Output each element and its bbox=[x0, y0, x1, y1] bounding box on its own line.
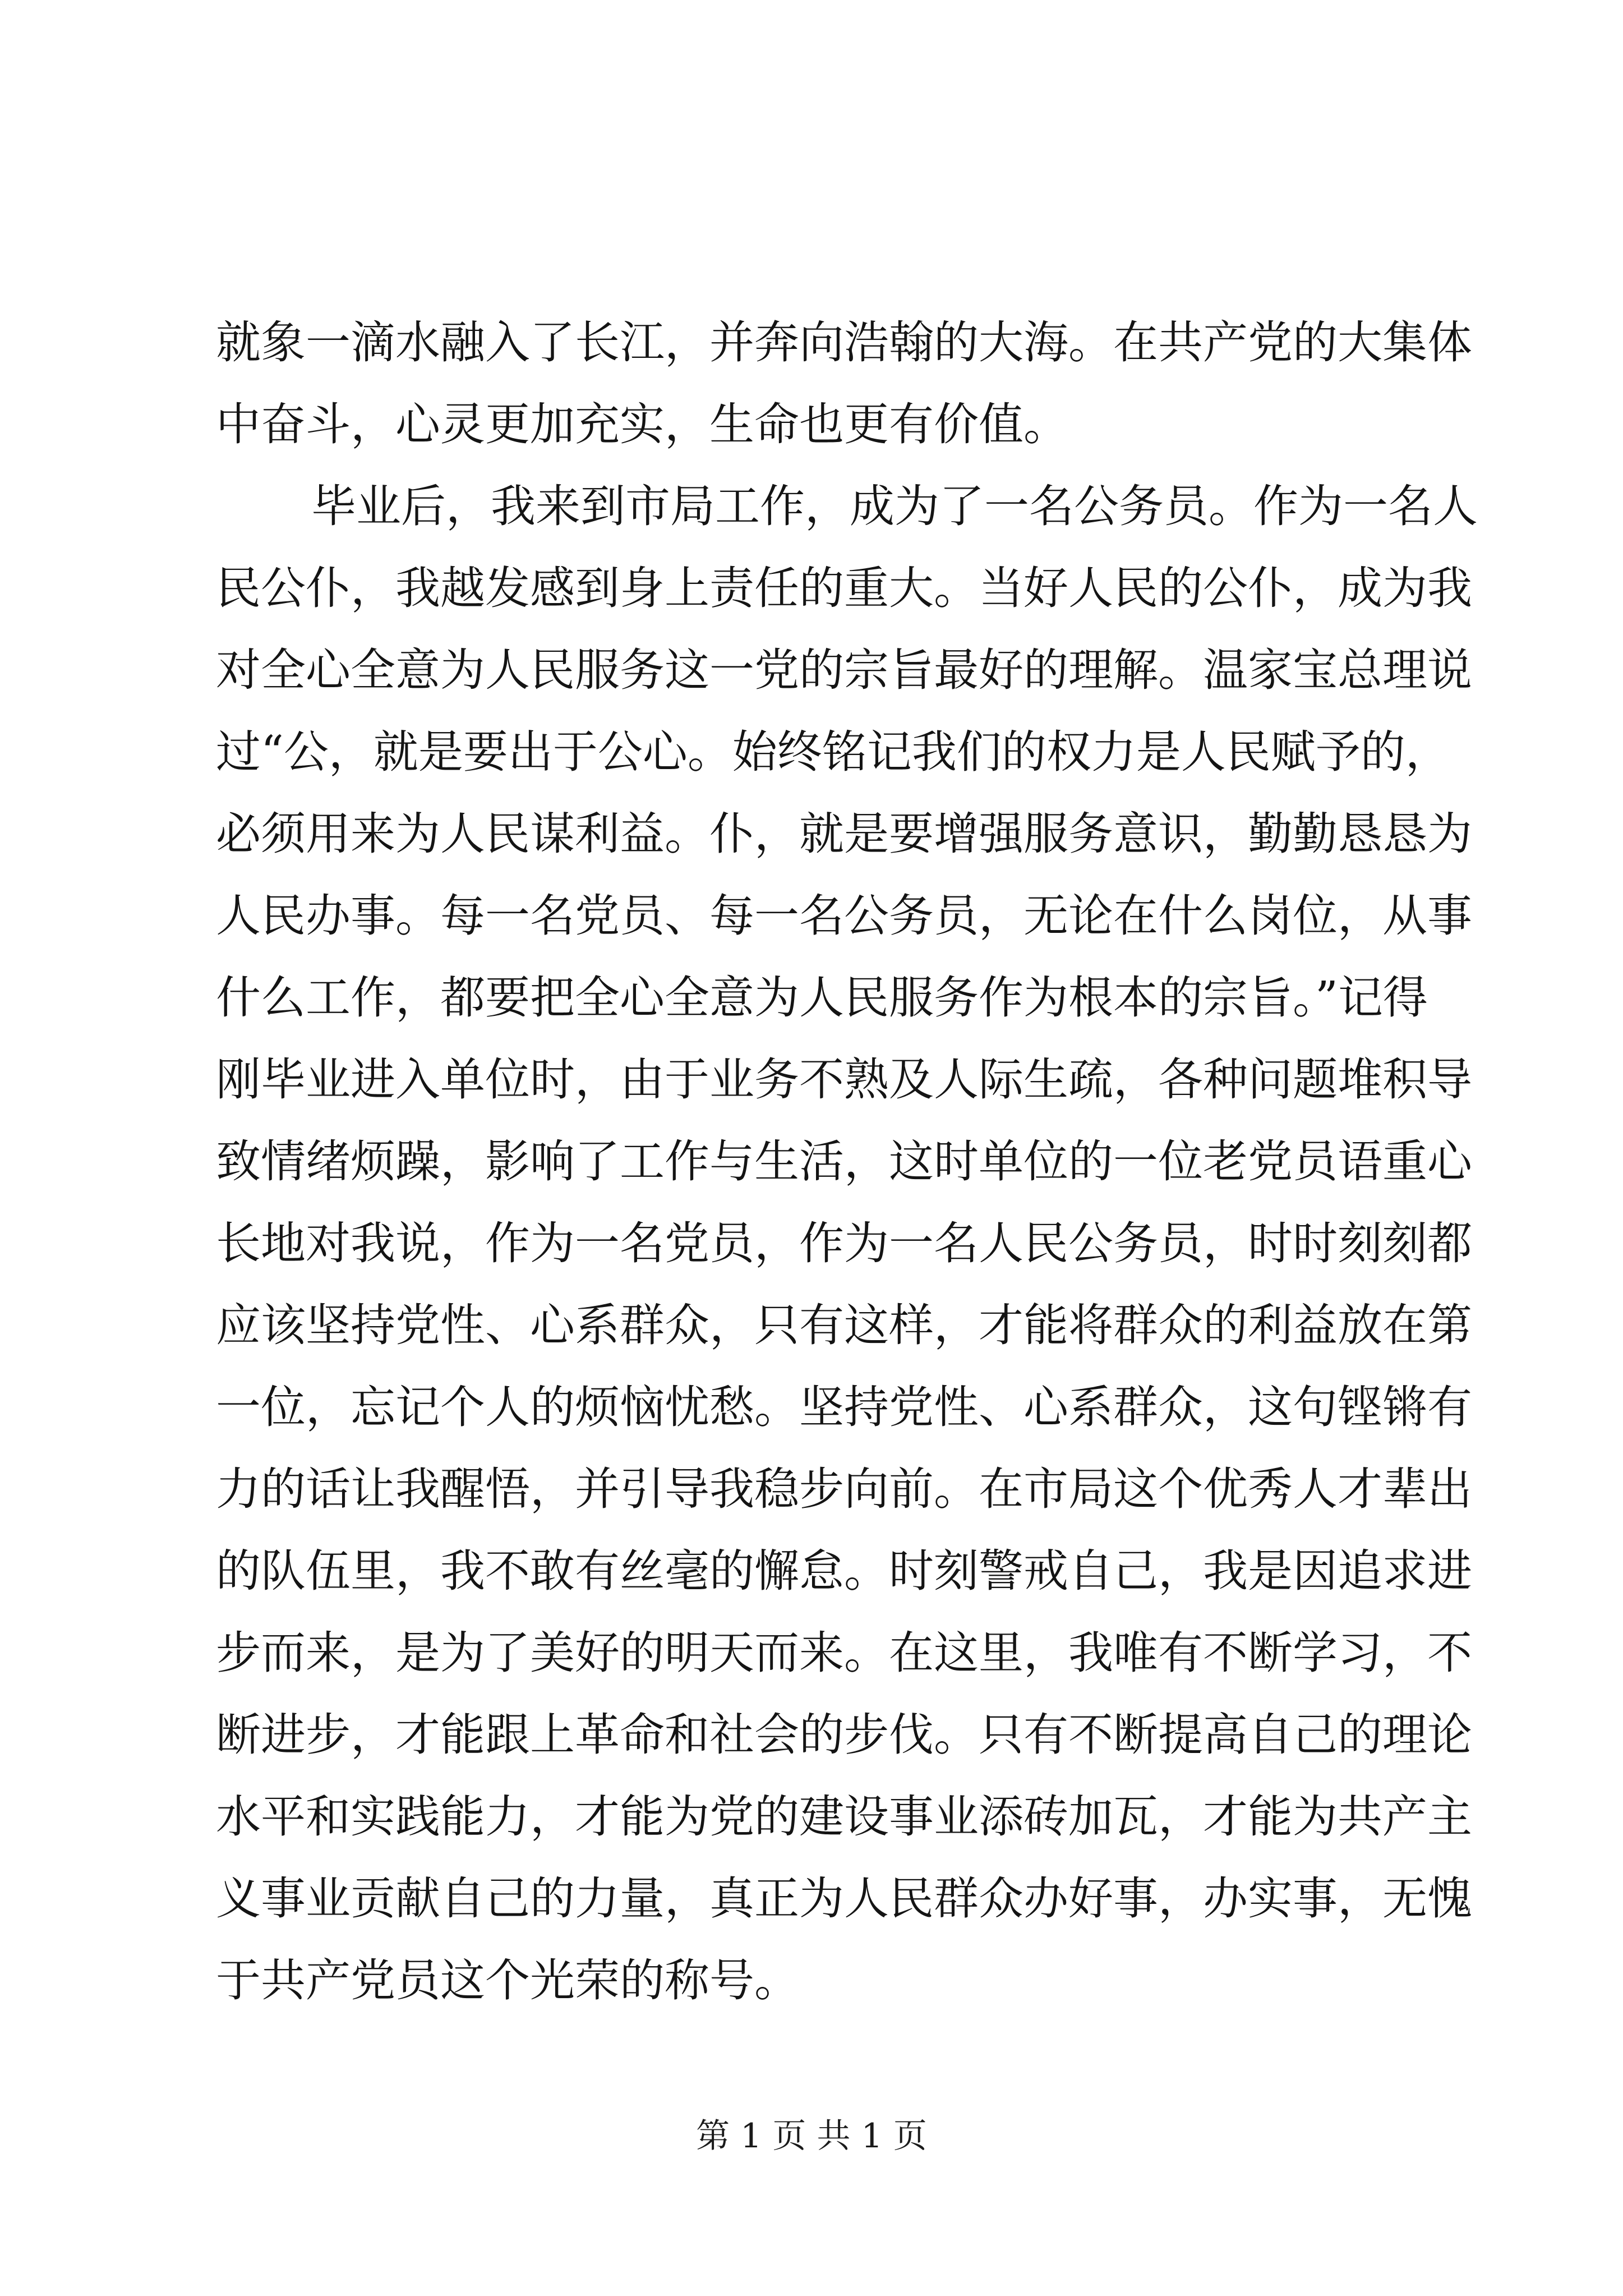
text-line: 就象一滴水融入了长江，并奔向浩翰的大海。在共产党的大集体 bbox=[216, 316, 1472, 369]
text-line: 的队伍里，我不敢有丝毫的懈怠。时刻警戒自己，我是因追求进 bbox=[216, 1545, 1472, 1597]
text-line: 过“公，就是要出于公心。始终铭记我们的权力是人民赋予的， bbox=[216, 726, 1450, 778]
text-line: 步而来，是为了美好的明天而来。在这里，我唯有不断学习，不 bbox=[216, 1627, 1472, 1679]
text-line: 力的话让我醒悟，并引导我稳步向前。在市局这个优秀人才辈出 bbox=[216, 1463, 1472, 1515]
text-line: 毕业后，我来到市局工作，成为了一名公务员。作为一名人 bbox=[311, 480, 1478, 532]
body-text bbox=[216, 302, 1478, 2022]
text-line: 什么工作，都要把全心全意为人民服务作为根本的宗旨。”记得 bbox=[216, 972, 1428, 1024]
page-number-footer: 第 1 页 共 1 页 bbox=[696, 2116, 927, 2156]
text-line: 致情绪烦躁，影响了工作与生活，这时单位的一位老党员语重心 bbox=[216, 1135, 1472, 1188]
text-line: 必须用来为人民谋利益。仆，就是要增强服务意识，勤勤恳恳为 bbox=[216, 808, 1472, 860]
text-line: 于共产党员这个光荣的称号。 bbox=[216, 1954, 799, 2007]
text-line: 一位，忘记个人的烦恼忧愁。坚持党性、心系群众，这句铿锵有 bbox=[216, 1381, 1472, 1433]
text-line: 长地对我说，作为一名党员，作为一名人民公务员，时时刻刻都 bbox=[216, 1217, 1472, 1269]
text-line: 人民办事。每一名党员、每一名公务员，无论在什么岗位，从事 bbox=[216, 890, 1472, 942]
text-line: 水平和实践能力，才能为党的建设事业添砖加瓦，才能为共产主 bbox=[216, 1791, 1472, 1843]
text-line: 对全心全意为人民服务这一党的宗旨最好的理解。温家宝总理说 bbox=[216, 644, 1472, 696]
text-line: 义事业贡献自己的力量，真正为人民群众办好事，办实事，无愧 bbox=[216, 1872, 1472, 1925]
text-line: 应该坚持党性、心系群众，只有这样，才能将群众的利益放在第 bbox=[216, 1299, 1472, 1351]
text-line: 民公仆，我越发感到身上责任的重大。当好人民的公仆，成为我 bbox=[216, 562, 1472, 614]
text-line: 中奋斗，心灵更加充实，生命也更有价值。 bbox=[216, 398, 1068, 450]
text-line: 刚毕业进入单位时，由于业务不熟及人际生疏，各种问题堆积导 bbox=[216, 1053, 1472, 1106]
text-line: 断进步，才能跟上革命和社会的步伐。只有不断提高自己的理论 bbox=[216, 1709, 1472, 1761]
